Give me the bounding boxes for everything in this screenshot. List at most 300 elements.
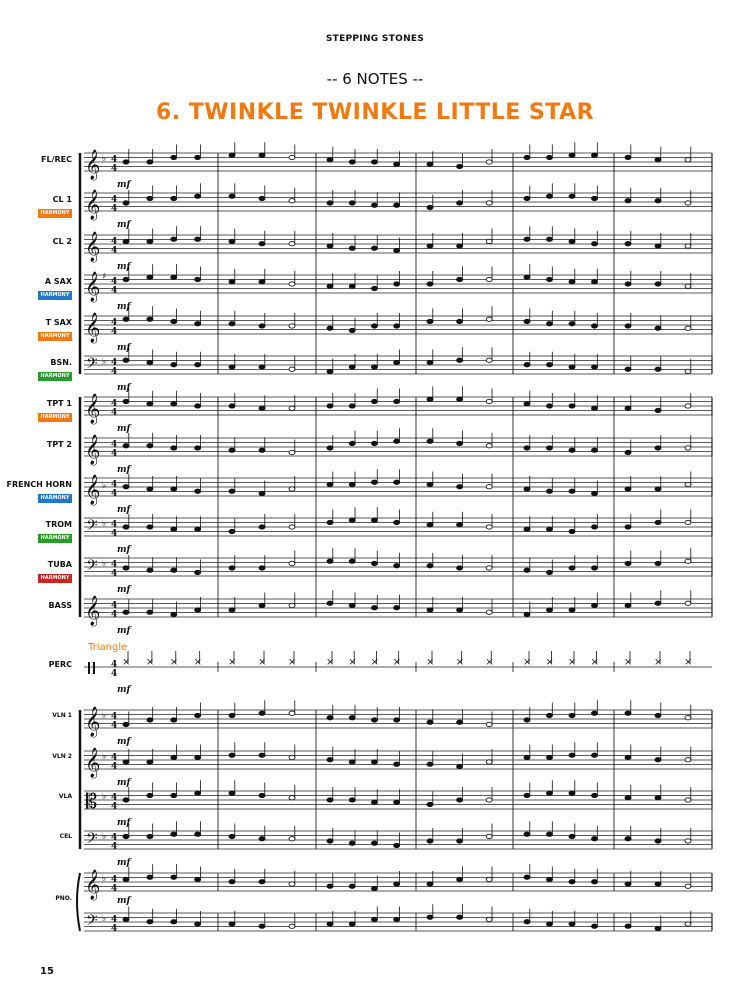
triangle-label: Triangle	[88, 642, 128, 653]
quarter-note	[147, 610, 153, 614]
half-note	[289, 882, 295, 886]
quarter-note	[547, 363, 553, 367]
quarter-note	[349, 246, 355, 250]
quarter-note	[427, 882, 433, 886]
half-note	[685, 404, 691, 408]
half-note	[486, 722, 492, 726]
time-signature-top: 4	[111, 915, 118, 925]
quarter-note	[592, 491, 598, 495]
quarter-note	[457, 358, 463, 362]
percussion-note: ×	[654, 657, 663, 668]
half-note	[685, 482, 691, 486]
quarter-note	[171, 196, 177, 200]
quarter-note	[327, 158, 333, 162]
quarter-note	[349, 482, 355, 486]
quarter-note	[524, 237, 530, 241]
quarter-note	[427, 802, 433, 806]
instrument-label: VLN 1	[52, 712, 72, 719]
quarter-note	[655, 408, 661, 412]
time-signature-top: 4	[111, 875, 118, 885]
quarter-note	[229, 566, 235, 570]
half-note	[289, 755, 295, 759]
quarter-note	[655, 758, 661, 762]
quarter-note	[195, 877, 201, 881]
quarter-note	[349, 160, 355, 164]
quarter-note	[394, 439, 400, 443]
quarter-note	[427, 915, 433, 919]
quarter-note	[394, 762, 400, 766]
quarter-note	[229, 489, 235, 493]
quarter-note	[371, 800, 377, 804]
instrument-label: TROM	[45, 520, 72, 529]
quarter-note	[327, 839, 333, 843]
quarter-note	[625, 450, 631, 454]
percussion-note: ×	[426, 657, 435, 668]
quarter-note	[371, 286, 377, 290]
quarter-note	[147, 317, 153, 321]
instrument-label: TPT 1	[46, 399, 72, 408]
half-note	[289, 199, 295, 203]
quarter-note	[547, 194, 553, 198]
quarter-note	[547, 155, 553, 159]
quarter-note	[524, 275, 530, 279]
quarter-note	[655, 282, 661, 286]
time-signature-top: 4	[111, 660, 118, 670]
quarter-note	[327, 601, 333, 605]
quarter-note	[123, 277, 129, 281]
quarter-note	[229, 880, 235, 884]
instrument-label: BASS	[48, 601, 72, 610]
percussion-note: ×	[392, 657, 402, 668]
quarter-note	[371, 718, 377, 722]
quarter-note	[547, 608, 553, 612]
quarter-note	[171, 920, 177, 924]
half-note	[486, 399, 492, 403]
half-note	[486, 239, 492, 243]
flat-icon: ♭	[102, 832, 107, 842]
percussion-note: ×	[568, 657, 577, 668]
quarter-note	[625, 324, 631, 328]
quarter-note	[524, 793, 530, 797]
quarter-note	[394, 282, 400, 286]
bass-clef-icon: 𝄢	[86, 557, 98, 578]
quarter-note	[592, 153, 598, 157]
half-note	[685, 716, 691, 720]
quarter-note	[655, 326, 661, 330]
quarter-note	[195, 194, 201, 198]
quarter-note	[394, 480, 400, 484]
quarter-note	[195, 608, 201, 612]
quarter-note	[427, 762, 433, 766]
quarter-note	[524, 402, 530, 406]
quarter-note	[259, 196, 265, 200]
quarter-note	[569, 448, 575, 452]
quarter-note	[349, 716, 355, 720]
quarter-note	[123, 485, 129, 489]
quarter-note	[427, 439, 433, 443]
quarter-note	[625, 603, 631, 607]
harmony-badge: HARMONY 4	[38, 574, 72, 583]
percussion-note: ×	[326, 657, 335, 668]
half-note	[685, 922, 691, 926]
dynamic-marking: mf	[117, 858, 131, 868]
quarter-note	[427, 205, 433, 209]
time-signature-top: 4	[111, 440, 118, 450]
quarter-note	[457, 915, 463, 919]
quarter-note	[625, 711, 631, 715]
quarter-note	[349, 760, 355, 764]
quarter-note	[625, 367, 631, 371]
quarter-note	[147, 196, 153, 200]
quarter-note	[327, 884, 333, 888]
half-note	[685, 758, 691, 762]
half-note	[289, 525, 295, 529]
quarter-note	[229, 834, 235, 838]
quarter-note	[195, 570, 201, 574]
quarter-note	[592, 406, 598, 410]
bass-clef-icon: 𝄢	[86, 830, 98, 851]
quarter-note	[427, 244, 433, 248]
percussion-clef-icon	[88, 662, 95, 674]
quarter-note	[123, 160, 129, 164]
quarter-note	[327, 244, 333, 248]
quarter-note	[457, 798, 463, 802]
quarter-note	[655, 199, 661, 203]
quarter-note	[123, 399, 129, 403]
instrument-label: CL 1	[52, 195, 72, 204]
half-note	[685, 201, 691, 205]
quarter-note	[327, 559, 333, 563]
half-note	[486, 834, 492, 838]
quarter-note	[327, 404, 333, 408]
half-note	[289, 155, 295, 159]
quarter-note	[349, 922, 355, 926]
quarter-note	[259, 324, 265, 328]
quarter-note	[147, 875, 153, 879]
half-note	[685, 244, 691, 248]
quarter-note	[592, 603, 598, 607]
quarter-note	[147, 568, 153, 572]
half-note	[486, 525, 492, 529]
percussion-note: ×	[370, 657, 379, 668]
treble-clef-icon: 𝄞	[85, 870, 101, 900]
quarter-note	[371, 606, 377, 610]
quarter-note	[171, 832, 177, 836]
quarter-note	[457, 485, 463, 489]
percussion-note: ×	[228, 657, 237, 668]
quarter-note	[171, 527, 177, 531]
page-number: 15	[40, 966, 54, 977]
quarter-note	[547, 570, 553, 574]
quarter-note	[625, 837, 631, 841]
dynamic-marking: mf	[117, 383, 131, 393]
quarter-note	[427, 839, 433, 843]
quarter-note	[625, 525, 631, 529]
quarter-note	[394, 248, 400, 252]
percussion-note: ×	[169, 657, 179, 668]
quarter-note	[394, 360, 400, 364]
quarter-note	[457, 244, 463, 248]
dynamic-marking: mf	[117, 505, 131, 515]
quarter-note	[349, 328, 355, 332]
quarter-note	[655, 158, 661, 162]
flat-icon: ♭	[102, 874, 107, 884]
quarter-note	[655, 520, 661, 524]
quarter-note	[371, 480, 377, 484]
quarter-note	[195, 237, 201, 241]
quarter-note	[655, 713, 661, 717]
half-note	[685, 559, 691, 563]
time-signature-bottom: 4	[111, 327, 118, 337]
quarter-note	[327, 446, 333, 450]
quarter-note	[625, 755, 631, 759]
quarter-note	[592, 525, 598, 529]
quarter-note	[147, 760, 153, 764]
quarter-note	[592, 924, 598, 928]
quarter-note	[327, 284, 333, 288]
quarter-note	[547, 922, 553, 926]
quarter-note	[371, 561, 377, 565]
time-signature-bottom: 4	[111, 842, 118, 852]
time-signature-top: 4	[111, 237, 118, 247]
quarter-note	[259, 525, 265, 529]
time-signature-top: 4	[111, 712, 118, 722]
half-note	[685, 326, 691, 330]
quarter-note	[349, 841, 355, 845]
half-note	[289, 796, 295, 800]
quarter-note	[147, 793, 153, 797]
quarter-note	[147, 275, 153, 279]
quarter-note	[327, 326, 333, 330]
treble-clef-icon: 𝄞	[85, 232, 101, 262]
quarter-note	[547, 446, 553, 450]
instrument-label: FL/REC	[41, 155, 72, 164]
dynamic-marking: mf	[117, 818, 131, 828]
quarter-note	[394, 564, 400, 568]
section-title: -- 6 NOTES --	[326, 70, 424, 88]
quarter-note	[195, 322, 201, 326]
quarter-note	[195, 446, 201, 450]
time-signature-top: 4	[111, 480, 118, 490]
quarter-note	[394, 718, 400, 722]
half-note	[486, 277, 492, 281]
quarter-note	[123, 358, 129, 362]
time-signature-top: 4	[111, 399, 118, 409]
quarter-note	[147, 718, 153, 722]
treble-clef-icon: 𝄞	[85, 313, 101, 343]
quarter-note	[371, 324, 377, 328]
harmony-badge: HARMONY 1	[38, 209, 72, 218]
treble-clef-icon: 𝄞	[85, 748, 101, 778]
quarter-note	[123, 525, 129, 529]
quarter-note	[195, 755, 201, 759]
quarter-note	[394, 324, 400, 328]
quarter-note	[171, 275, 177, 279]
quarter-note	[371, 760, 377, 764]
quarter-note	[394, 520, 400, 524]
quarter-note	[547, 713, 553, 717]
quarter-note	[625, 155, 631, 159]
dynamic-marking: mf	[117, 778, 131, 788]
half-note	[685, 601, 691, 605]
treble-clef-icon: 𝄞	[85, 150, 101, 180]
quarter-note	[171, 718, 177, 722]
quarter-note	[625, 796, 631, 800]
percussion-note: ×	[193, 657, 203, 668]
sharp-icon: ♯	[102, 272, 107, 282]
quarter-note	[229, 194, 235, 198]
quarter-note	[259, 242, 265, 246]
quarter-note	[524, 718, 530, 722]
quarter-note	[592, 365, 598, 369]
dynamic-marking: mf	[117, 626, 131, 636]
instrument-label: PNO.	[55, 895, 72, 902]
quarter-note	[171, 755, 177, 759]
half-note	[685, 284, 691, 288]
quarter-note	[569, 529, 575, 533]
quarter-note	[259, 924, 265, 928]
harmony-badge: HARMONY 2	[38, 291, 72, 300]
percussion-note: ×	[145, 657, 155, 668]
dynamic-marking: mf	[117, 343, 131, 353]
quarter-note	[625, 406, 631, 410]
quarter-note	[547, 322, 553, 326]
quarter-note	[229, 448, 235, 452]
quarter-note	[171, 237, 177, 241]
harmony-badge: HARMONY 2	[38, 494, 72, 503]
quarter-note	[457, 319, 463, 323]
quarter-note	[195, 277, 201, 281]
quarter-note	[569, 922, 575, 926]
quarter-note	[171, 487, 177, 491]
quarter-note	[327, 922, 333, 926]
flat-icon: ♭	[102, 792, 107, 802]
quarter-note	[592, 837, 598, 841]
quarter-note	[147, 239, 153, 243]
quarter-note	[625, 282, 631, 286]
quarter-note	[524, 446, 530, 450]
treble-clef-icon: 𝄞	[85, 475, 101, 505]
staff	[84, 193, 712, 211]
treble-clef-icon: 𝄞	[85, 272, 101, 302]
quarter-note	[195, 155, 201, 159]
quarter-note	[394, 917, 400, 921]
quarter-note	[547, 755, 553, 759]
half-note	[486, 610, 492, 614]
quarter-note	[371, 917, 377, 921]
dynamic-marking: mf	[117, 896, 131, 906]
quarter-note	[547, 791, 553, 795]
quarter-note	[547, 832, 553, 836]
half-note	[486, 160, 492, 164]
time-signature-bottom: 4	[111, 246, 118, 256]
quarter-note	[371, 365, 377, 369]
quarter-note	[625, 242, 631, 246]
quarter-note	[655, 601, 661, 605]
half-note	[289, 561, 295, 565]
quarter-note	[147, 834, 153, 838]
quarter-note	[371, 246, 377, 250]
quarter-note	[259, 793, 265, 797]
quarter-note	[457, 877, 463, 881]
time-signature-bottom: 4	[111, 286, 118, 296]
quarter-note	[592, 753, 598, 757]
quarter-note	[524, 755, 530, 759]
quarter-note	[195, 527, 201, 531]
quarter-note	[592, 196, 598, 200]
quarter-note	[427, 319, 433, 323]
quarter-note	[457, 397, 463, 401]
dynamic-marking: mf	[117, 220, 131, 230]
time-signature-top: 4	[111, 753, 118, 763]
quarter-note	[123, 444, 129, 448]
dynamic-marking: mf	[117, 465, 131, 475]
dynamic-marking: mf	[117, 180, 131, 190]
piece-title: 6. TWINKLE TWINKLE LITTLE STAR	[155, 100, 595, 125]
quarter-note	[427, 720, 433, 724]
percussion-note: ×	[348, 657, 357, 668]
quarter-note	[259, 280, 265, 284]
quarter-note	[349, 441, 355, 445]
quarter-note	[569, 365, 575, 369]
time-signature-bottom: 4	[111, 669, 118, 679]
quarter-note	[349, 798, 355, 802]
quarter-note	[569, 322, 575, 326]
quarter-note	[349, 284, 355, 288]
percussion-note: ×	[122, 657, 131, 668]
time-signature-bottom: 4	[111, 884, 118, 894]
quarter-note	[259, 406, 265, 410]
half-note	[486, 444, 492, 448]
quarter-note	[229, 153, 235, 157]
quarter-note	[592, 280, 598, 284]
quarter-note	[371, 518, 377, 522]
quarter-note	[394, 882, 400, 886]
time-signature-top: 4	[111, 358, 118, 368]
quarter-note	[349, 365, 355, 369]
instrument-label: FRENCH HORN	[6, 480, 72, 489]
quarter-note	[592, 242, 598, 246]
quarter-note	[457, 764, 463, 768]
treble-clef-icon: 𝄞	[85, 596, 101, 626]
half-note	[289, 367, 295, 371]
half-note	[289, 242, 295, 246]
quarter-note	[569, 713, 575, 717]
quarter-note	[229, 529, 235, 533]
quarter-note	[195, 922, 201, 926]
quarter-note	[229, 922, 235, 926]
quarter-note	[371, 203, 377, 207]
quarter-note	[259, 448, 265, 452]
quarter-note	[259, 837, 265, 841]
quarter-note	[427, 282, 433, 286]
harmony-badge: HARMONY 1	[38, 332, 72, 341]
quarter-note	[123, 877, 129, 881]
dynamic-marking: mf	[117, 737, 131, 747]
quarter-note	[547, 527, 553, 531]
quarter-note	[123, 722, 129, 726]
quarter-note	[524, 920, 530, 924]
quarter-note	[171, 402, 177, 406]
quarter-note	[457, 608, 463, 612]
quarter-note	[123, 917, 129, 921]
quarter-note	[171, 568, 177, 572]
quarter-note	[259, 753, 265, 757]
quarter-note	[427, 360, 433, 364]
quarter-note	[394, 162, 400, 166]
instrument-label: T SAX	[45, 318, 72, 327]
quarter-note	[259, 491, 265, 495]
